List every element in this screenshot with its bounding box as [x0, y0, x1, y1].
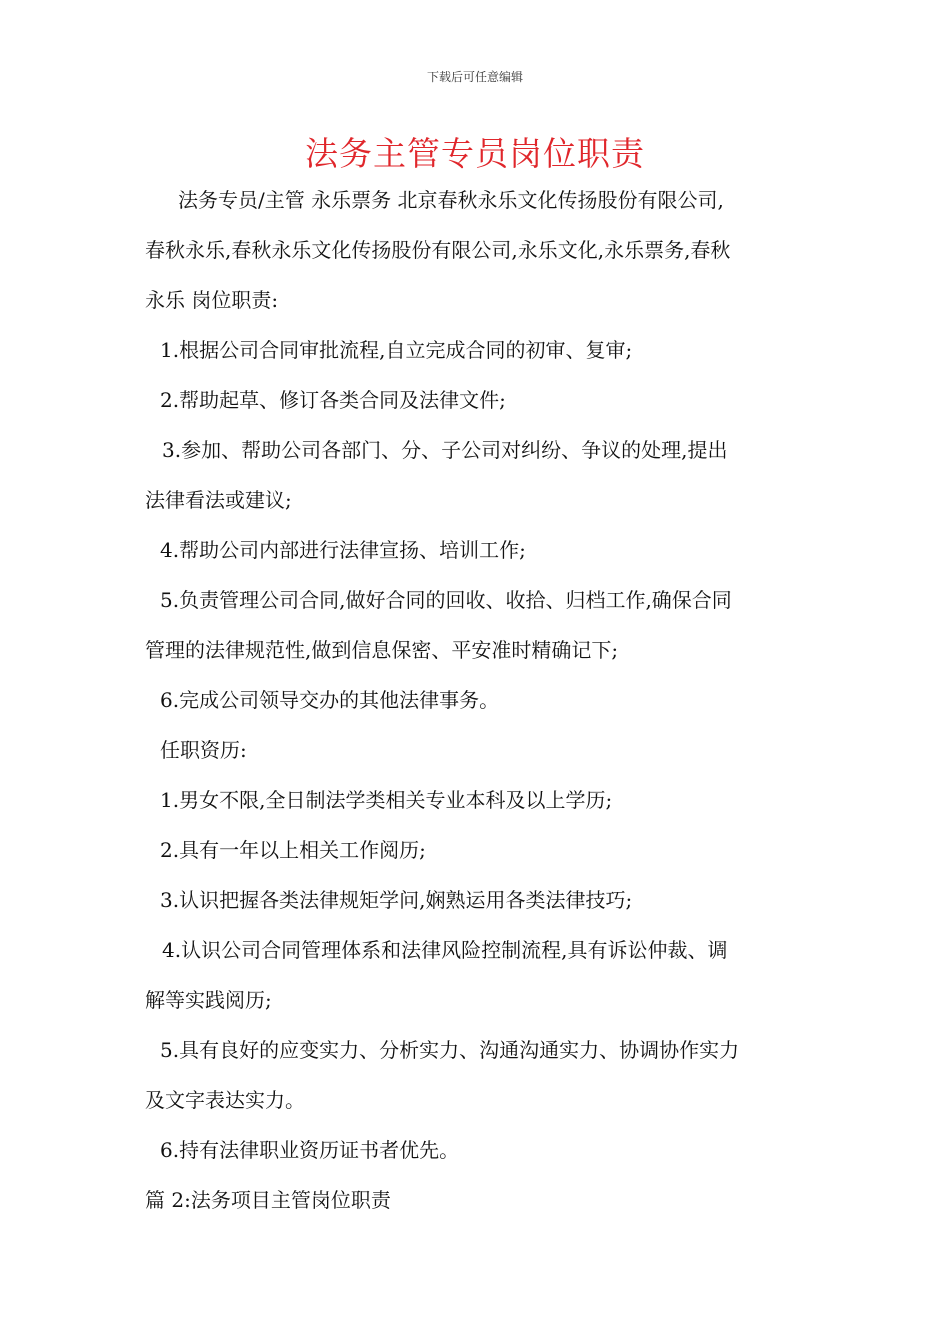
- duty-item-3-cont: 法律看法或建议;: [145, 488, 292, 512]
- intro-line-3: 永乐 岗位职责:: [145, 288, 279, 312]
- qualification-item-4: 4.认识公司合同管理体系和法律风险控制流程,具有诉讼仲裁、调: [162, 938, 728, 962]
- qualification-item-1: 1.男女不限,全日制法学类相关专业本科及以上学历;: [160, 788, 613, 812]
- duty-item-1: 1.根据公司合同审批流程,自立完成合同的初审、复审;: [160, 338, 633, 362]
- duty-item-3: 3.参加、帮助公司各部门、分、子公司对纠纷、争议的处理,提出: [162, 438, 728, 462]
- duty-item-6: 6.完成公司领导交办的其他法律事务。: [160, 688, 500, 712]
- duty-item-2: 2.帮助起草、修订各类合同及法律文件;: [160, 388, 506, 412]
- intro-line-1: 法务专员/主管 永乐票务 北京春秋永乐文化传扬股份有限公司,: [178, 188, 724, 212]
- header-note: 下载后可任意编辑: [426, 70, 523, 84]
- qualification-item-2: 2.具有一年以上相关工作阅历;: [160, 838, 426, 862]
- section-heading-2: 篇 2:法务项目主管岗位职责: [145, 1188, 391, 1212]
- qualification-item-5: 5.具有良好的应变实力、分析实力、沟通沟通实力、协调协作实力: [160, 1038, 740, 1062]
- duty-item-5-cont: 管理的法律规范性,做到信息保密、平安准时精确记下;: [145, 638, 619, 662]
- document-title: 法务主管专员岗位职责: [305, 134, 645, 173]
- qualification-item-3: 3.认识把握各类法律规矩学问,娴熟运用各类法律技巧;: [160, 888, 633, 912]
- duty-item-4: 4.帮助公司内部进行法律宣扬、培训工作;: [160, 538, 526, 562]
- intro-line-2: 春秋永乐,春秋永乐文化传扬股份有限公司,永乐文化,永乐票务,春秋: [145, 238, 731, 262]
- qualification-item-4-cont: 解等实践阅历;: [145, 988, 272, 1012]
- duty-item-5: 5.负责管理公司合同,做好合同的回收、收拾、归档工作,确保合同: [160, 588, 732, 612]
- qualification-item-5-cont: 及文字表达实力。: [145, 1088, 305, 1112]
- qualification-item-6: 6.持有法律职业资历证书者优先。: [160, 1138, 460, 1162]
- qualifications-heading: 任职资历:: [160, 738, 247, 762]
